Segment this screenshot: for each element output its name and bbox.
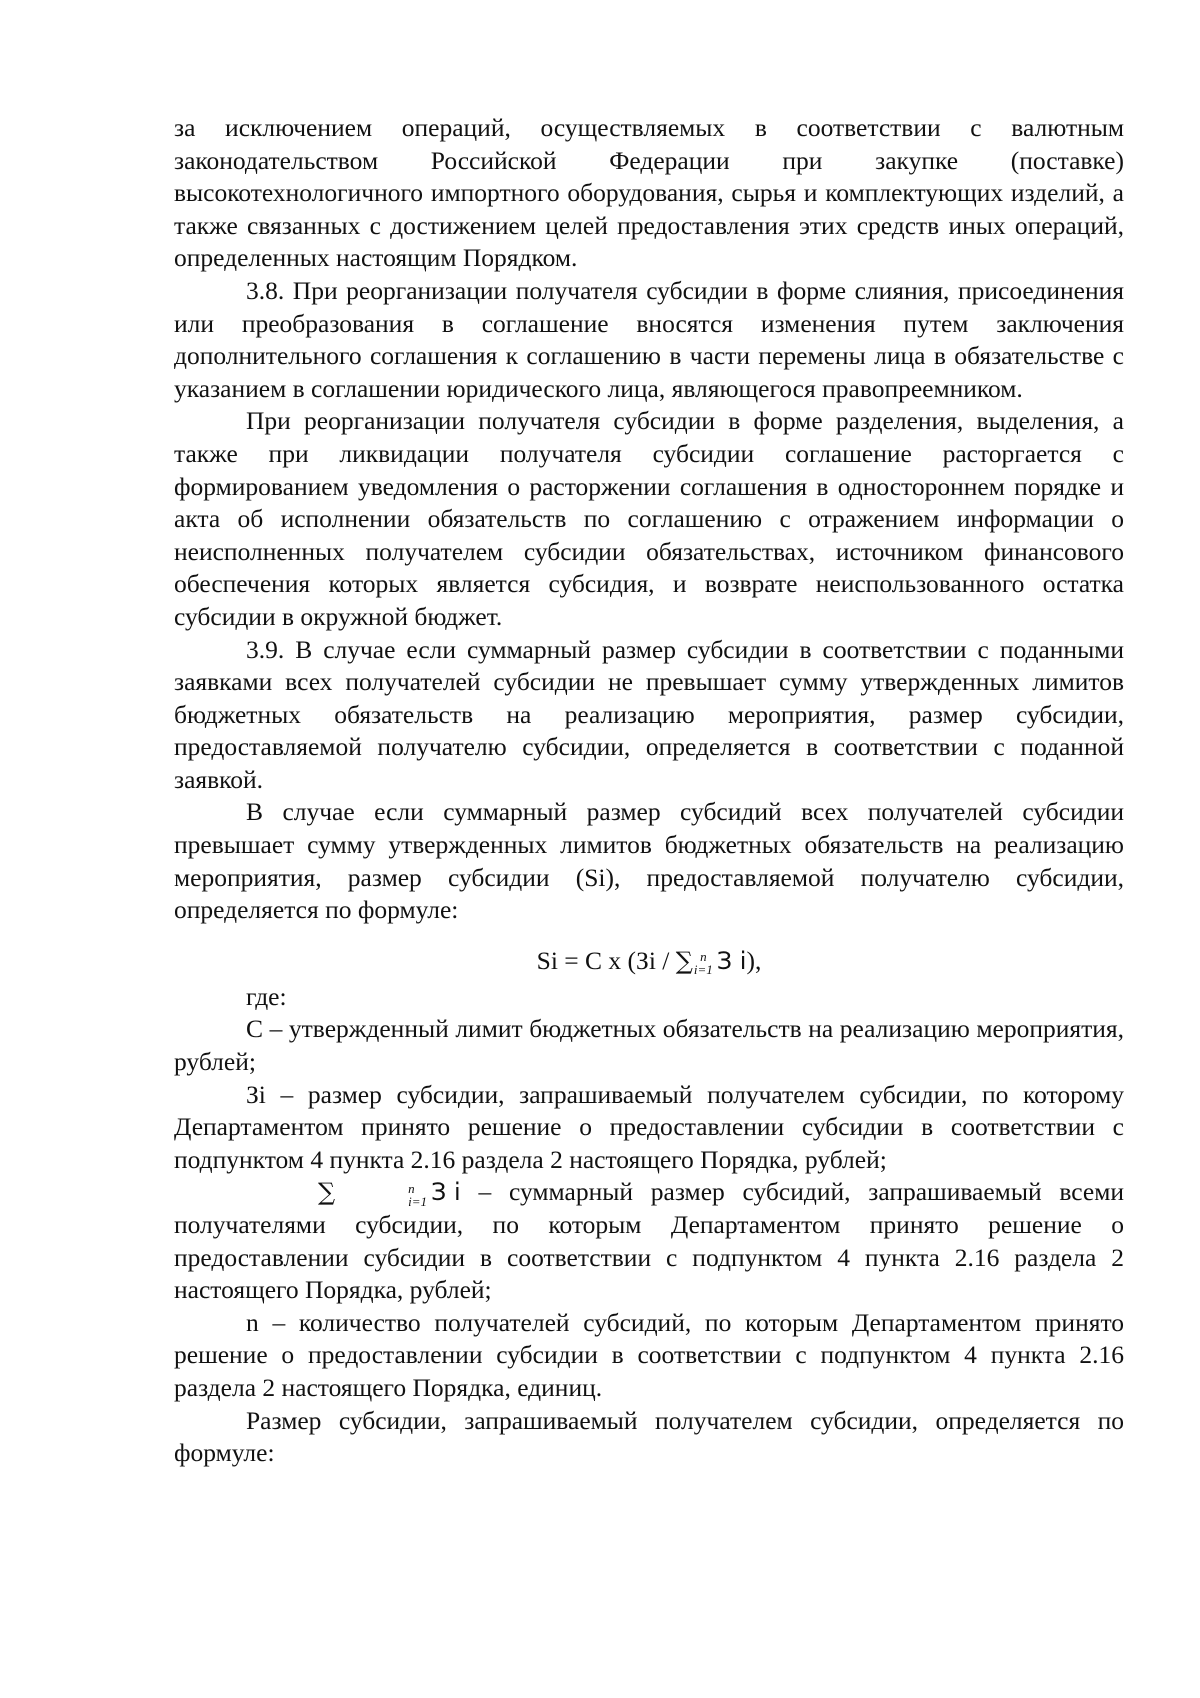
sum-term-inline: З i bbox=[431, 1178, 461, 1207]
sum-expression bbox=[676, 941, 747, 981]
definition-c: С – утвержденный лимит бюджетных обязательств на реализацию мероприятия, рублей; bbox=[174, 1014, 1124, 1077]
sum-lower-limit: i=1 bbox=[693, 961, 713, 977]
paragraph-3-9: 3.9. В случае если суммарный размер субсидии в соответствии с поданными заявками всех получателей субсидии не превышает сумму утвержденных лимитов бюджетных обязательств на реализацию мероприятия, размер субсидии, предоставляемой получателю субсидии, определяется в соответствии с поданной заявкой. bbox=[174, 634, 1124, 794]
paragraph-formula-next: Размер субсидии, запрашиваемый получателем субсидии, определяется по формуле: bbox=[174, 1405, 1124, 1468]
sum-lower-limit-inline: i=1 bbox=[408, 1193, 428, 1209]
definition-zi: Зi – размер субсидии, запрашиваемый получателем субсидии, по которому Департаментом принято решение о предоставлении субсидии в соответствии с подпунктом 4 пункта 2.16 раздела 2 настоящего Порядка, рублей; bbox=[174, 1079, 1124, 1174]
definition-sum bbox=[174, 1176, 1124, 1306]
sum-symbol-inline: ∑ bbox=[318, 1178, 336, 1207]
where-label: где: bbox=[246, 981, 287, 1011]
sum-expression-inline bbox=[246, 1176, 461, 1209]
definition-n: n – количество получателей субсидий, по которым Департаментом принято решение о предоставлении субсидии в соответствии с подпунктом 4 пункта 2.16 раздела 2 настоящего Порядка, единиц. bbox=[174, 1307, 1124, 1402]
formula-si bbox=[174, 941, 1124, 981]
sum-term: З i bbox=[716, 946, 747, 975]
paragraph-reorganization: При реорганизации получателя субсидии в форме разделения, выделения, а также при ликвидации получателя субсидии соглашение расторгается с формированием уведомления о расторжении соглашения в одностороннем порядке и акта об исполнении обязательств по соглашению с отражением информации о неисполненных получателем субсидии обязательствах, источником финансового обеспечения которых является субсидия, и возврате неиспользованного остатка субсидии в окружной бюджет. bbox=[174, 406, 1124, 631]
paragraph-continuation: за исключением операций, осуществляемых в соответствии с валютным законодательством Российской Федерации при закупке (поставке) высокотехнологичного импортного оборудования, сырья и комплектующих изделий, а также связанных с достижением целей предоставления этих средств иных операций, определенных настоящим Порядком. bbox=[174, 113, 1124, 273]
document-page bbox=[174, 112, 1124, 1470]
paragraph-3-8: 3.8. При реорганизации получателя субсидии в форме слияния, присоединения или преобразования в соглашение вносятся изменения путем заключения дополнительного соглашения к соглашению в части перемены лица в обязательстве с указанием в соглашении юридического лица, являющегося правопреемником. bbox=[174, 275, 1124, 403]
definition-sum-text: – суммарный размер субсидий, запрашиваемый всеми получателями субсидии, по которым Департаментом принято решение о предоставлении субсидии в соответствии с подпунктом 4 пункта 2.16 раздела 2 настоящего Порядка, рублей; bbox=[174, 1177, 1124, 1305]
formula-right: ), bbox=[746, 945, 762, 975]
sum-upper-limit: n bbox=[700, 948, 707, 964]
formula-left: Si = C x (Зi / bbox=[536, 945, 676, 975]
sum-upper-limit-inline: n bbox=[408, 1180, 415, 1196]
sum-symbol: ∑ bbox=[675, 946, 693, 975]
paragraph-formula-intro: В случае если суммарный размер субсидий всех получателей субсидии превышает сумму утвержденных лимитов бюджетных обязательств на реализацию мероприятия, размер субсидии (Si), предоставляемой получателю субсидии, определяется по формуле: bbox=[174, 797, 1124, 925]
